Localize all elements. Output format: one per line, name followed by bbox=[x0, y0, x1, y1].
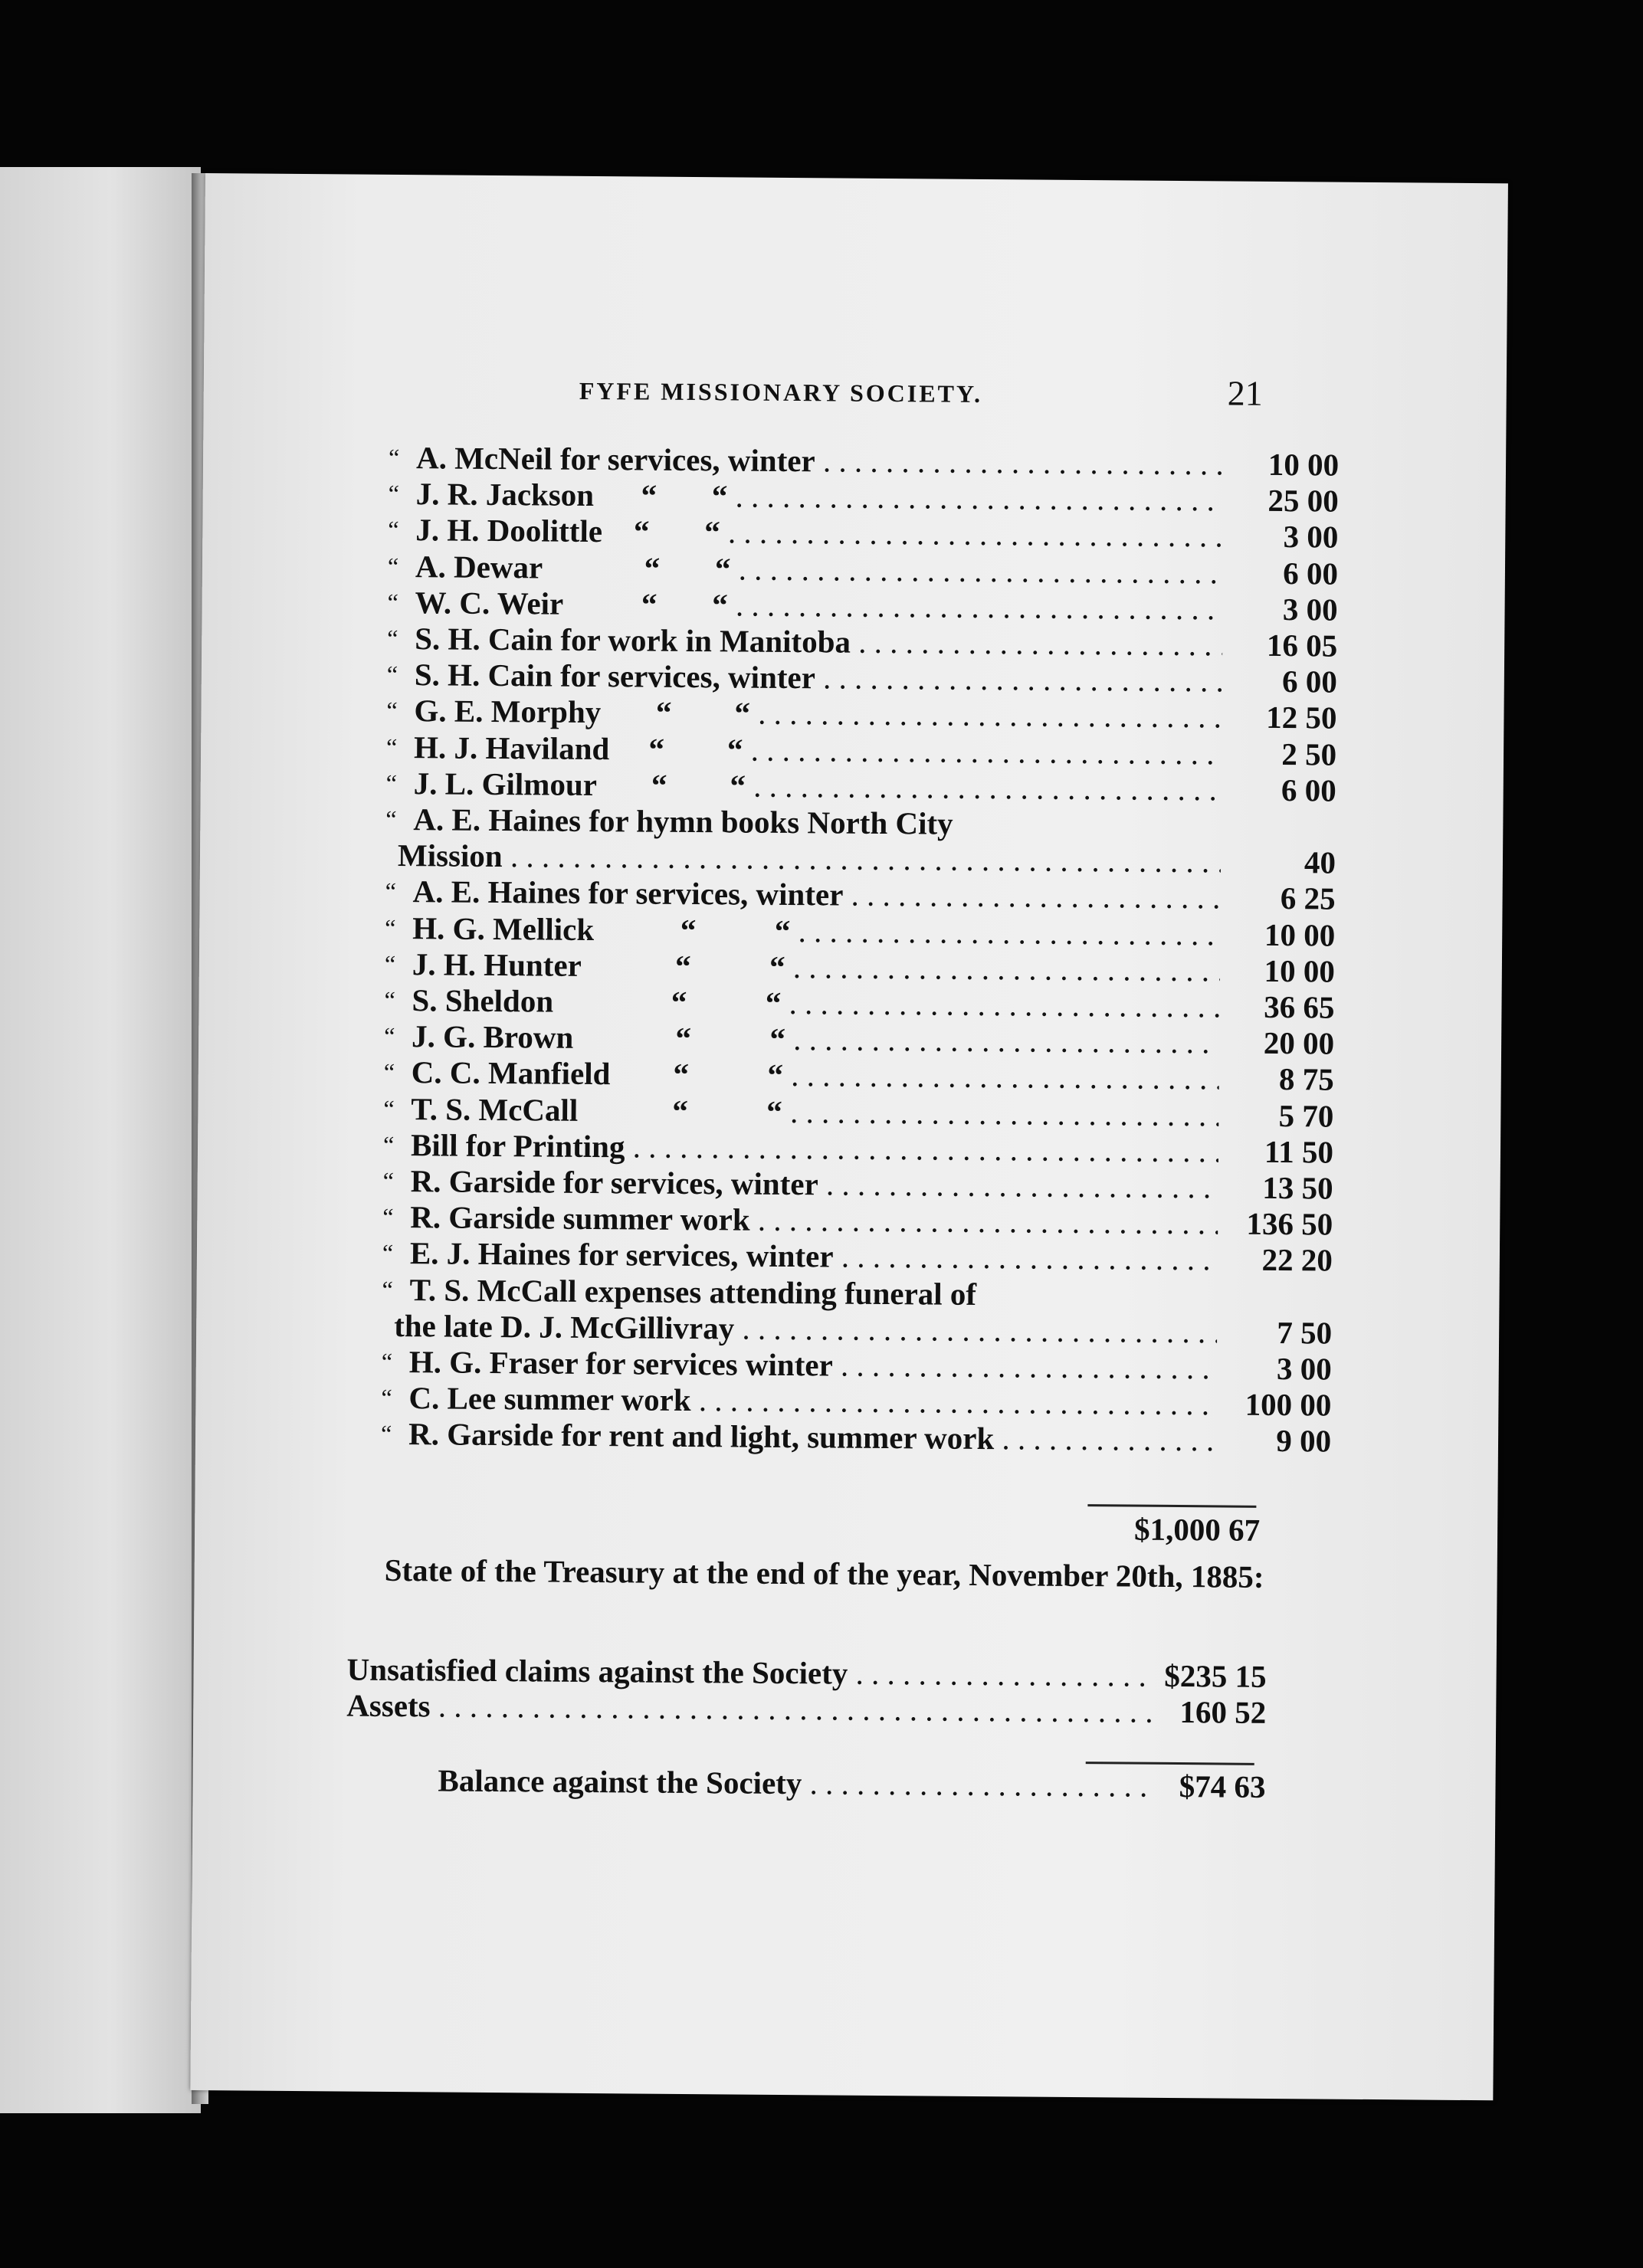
entry-amount: 25 00 bbox=[1268, 483, 1339, 519]
ditto-mark: “ bbox=[385, 733, 398, 761]
entry-amount: 100 00 bbox=[1245, 1386, 1332, 1423]
treasury-statement: State of the Treasury at the end of the year, November 20th, 1885: bbox=[384, 1552, 1264, 1594]
entry-description-continued: the late D. J. McGillivray . . . bbox=[382, 1308, 1217, 1351]
entry-amount: 6 25 bbox=[1280, 880, 1336, 917]
summary-label: Assets . . . bbox=[346, 1688, 1151, 1730]
running-title: FYFE MISSIONARY SOCIETY. bbox=[579, 376, 983, 408]
ditto-mark: “ bbox=[385, 913, 396, 942]
ditto-mark: “ bbox=[381, 1347, 393, 1376]
page-text bbox=[190, 173, 1508, 2100]
ditto-mark: “ bbox=[388, 443, 400, 472]
ditto-mark: “ bbox=[388, 480, 400, 508]
entry-description: C. C. Manfield “ “ . . . bbox=[384, 1054, 1219, 1097]
entry-description: S. H. Cain for services, winter . . . bbox=[387, 657, 1222, 700]
expense-list bbox=[381, 440, 1339, 1460]
entry-amount: 11 50 bbox=[1264, 1133, 1334, 1170]
ditto-mark: “ bbox=[386, 696, 398, 725]
ditto-mark: “ bbox=[383, 1058, 395, 1086]
balance-rule bbox=[1086, 1762, 1254, 1765]
entry-description: H. G. Fraser for services winter . . . bbox=[382, 1344, 1217, 1387]
summary-line bbox=[346, 1688, 1266, 1732]
entry-amount: 10 00 bbox=[1264, 916, 1336, 953]
balance-amount: $74 63 bbox=[1179, 1768, 1266, 1804]
summary-amount: $235 15 bbox=[1164, 1657, 1267, 1694]
ditto-mark: “ bbox=[382, 1130, 395, 1159]
ditto-mark: “ bbox=[382, 1275, 393, 1303]
entry-description-continued: Mission . . . bbox=[385, 837, 1221, 880]
treasury-summary bbox=[346, 1652, 1267, 1732]
ditto-mark: “ bbox=[385, 805, 397, 834]
entry-description: E. J. Haines for services, winter . . . bbox=[382, 1235, 1218, 1278]
entry-description: S. H. Cain for work in Manitoba . . . bbox=[387, 621, 1222, 664]
entry-description: J. R. Jackson “ “ . . . bbox=[389, 476, 1224, 519]
entry-description: A. McNeil for services, winter . . . bbox=[389, 440, 1224, 483]
left-page-edge bbox=[0, 167, 201, 2113]
entry-amount: 9 00 bbox=[1276, 1423, 1332, 1460]
expense-entry bbox=[385, 801, 1336, 881]
entry-description: T. S. McCall “ “ . . . bbox=[383, 1091, 1218, 1134]
page-number: 21 bbox=[1227, 373, 1263, 413]
total-rule bbox=[1087, 1504, 1256, 1508]
entry-amount: 36 65 bbox=[1264, 988, 1335, 1025]
entry-amount: 3 00 bbox=[1276, 1351, 1332, 1387]
ditto-mark: “ bbox=[387, 552, 399, 580]
entry-description: T. S. McCall expenses attending funeral of bbox=[409, 1271, 977, 1312]
ditto-mark: “ bbox=[384, 985, 395, 1014]
ditto-mark: “ bbox=[388, 516, 399, 544]
balance-line bbox=[438, 1762, 1265, 1804]
entry-amount: 2 50 bbox=[1281, 736, 1337, 772]
entry-description: R. Garside for services, winter . . . bbox=[382, 1163, 1218, 1206]
entry-description: A. E. Haines for services, winter . . . bbox=[385, 873, 1220, 916]
entry-description: G. E. Morphy “ “ . . . bbox=[386, 693, 1222, 736]
ditto-mark: “ bbox=[380, 1420, 392, 1448]
ditto-mark: “ bbox=[382, 1239, 394, 1267]
ditto-mark: “ bbox=[386, 660, 398, 689]
entry-description: R. Garside summer work . . . bbox=[382, 1199, 1218, 1242]
entry-amount: 8 75 bbox=[1278, 1061, 1334, 1098]
expense-entry bbox=[382, 1272, 1333, 1352]
entry-description: J. G. Brown “ “ . . . bbox=[384, 1018, 1219, 1061]
ditto-mark: “ bbox=[385, 877, 396, 906]
entry-description: A. E. Haines for hymn books North City bbox=[413, 801, 953, 841]
ditto-mark: “ bbox=[384, 949, 396, 978]
entry-amount: 3 00 bbox=[1283, 519, 1339, 556]
entry-amount: 40 bbox=[1304, 844, 1336, 880]
summary-amount: 160 52 bbox=[1179, 1694, 1267, 1731]
entry-description: R. Garside for rent and light, summer work . . . bbox=[381, 1416, 1216, 1459]
ditto-mark: “ bbox=[387, 588, 398, 616]
entry-amount: 10 00 bbox=[1264, 952, 1336, 989]
entry-description: J. H. Hunter “ “ . . . bbox=[385, 946, 1220, 989]
summary-label: Unsatisfied claims against the Society . . . bbox=[346, 1652, 1151, 1694]
entry-amount: 12 50 bbox=[1266, 700, 1337, 736]
entry-amount: 5 70 bbox=[1278, 1097, 1334, 1134]
entry-description: H. G. Mellick “ “ . . . bbox=[385, 910, 1220, 953]
ditto-mark: “ bbox=[382, 1203, 394, 1231]
expense-entry bbox=[381, 1416, 1331, 1460]
ditto-mark: “ bbox=[382, 1166, 395, 1195]
entry-amount: 136 50 bbox=[1246, 1205, 1333, 1242]
entry-amount: 6 00 bbox=[1283, 555, 1339, 592]
ditto-mark: “ bbox=[381, 1384, 392, 1412]
entry-description: A. Dewar “ “ . . . bbox=[388, 548, 1223, 591]
entry-description: J. L. Gilmour “ “ . . . bbox=[386, 765, 1222, 808]
grand-total: $1,000 67 bbox=[1133, 1511, 1261, 1548]
entry-description: C. Lee summer work . . . bbox=[381, 1380, 1216, 1423]
entry-amount: 13 50 bbox=[1262, 1169, 1333, 1206]
book-page bbox=[190, 173, 1508, 2100]
entry-amount: 16 05 bbox=[1266, 627, 1338, 664]
ditto-mark: “ bbox=[384, 1022, 395, 1050]
entry-description: J. H. Doolittle “ “ . . . bbox=[388, 512, 1223, 555]
entry-amount: 6 00 bbox=[1281, 772, 1336, 808]
ditto-mark: “ bbox=[383, 1094, 395, 1123]
entry-amount: 20 00 bbox=[1263, 1025, 1335, 1061]
entry-description: W. C. Weir “ “ . . . bbox=[387, 585, 1222, 628]
entry-description: Bill for Printing . . . bbox=[383, 1127, 1218, 1170]
entry-amount: 10 00 bbox=[1268, 446, 1340, 483]
ditto-mark: “ bbox=[387, 624, 398, 653]
entry-amount: 3 00 bbox=[1282, 591, 1338, 628]
entry-amount: 7 50 bbox=[1277, 1314, 1333, 1351]
entry-amount: 22 20 bbox=[1261, 1242, 1333, 1279]
entry-amount: 6 00 bbox=[1281, 664, 1338, 700]
entry-description: H. J. Haviland “ “ . . . bbox=[386, 729, 1222, 772]
ditto-mark: “ bbox=[385, 769, 398, 797]
balance-label: Balance against the Society . . . bbox=[438, 1762, 1150, 1804]
entry-description: S. Sheldon “ “ . . . bbox=[384, 982, 1219, 1025]
